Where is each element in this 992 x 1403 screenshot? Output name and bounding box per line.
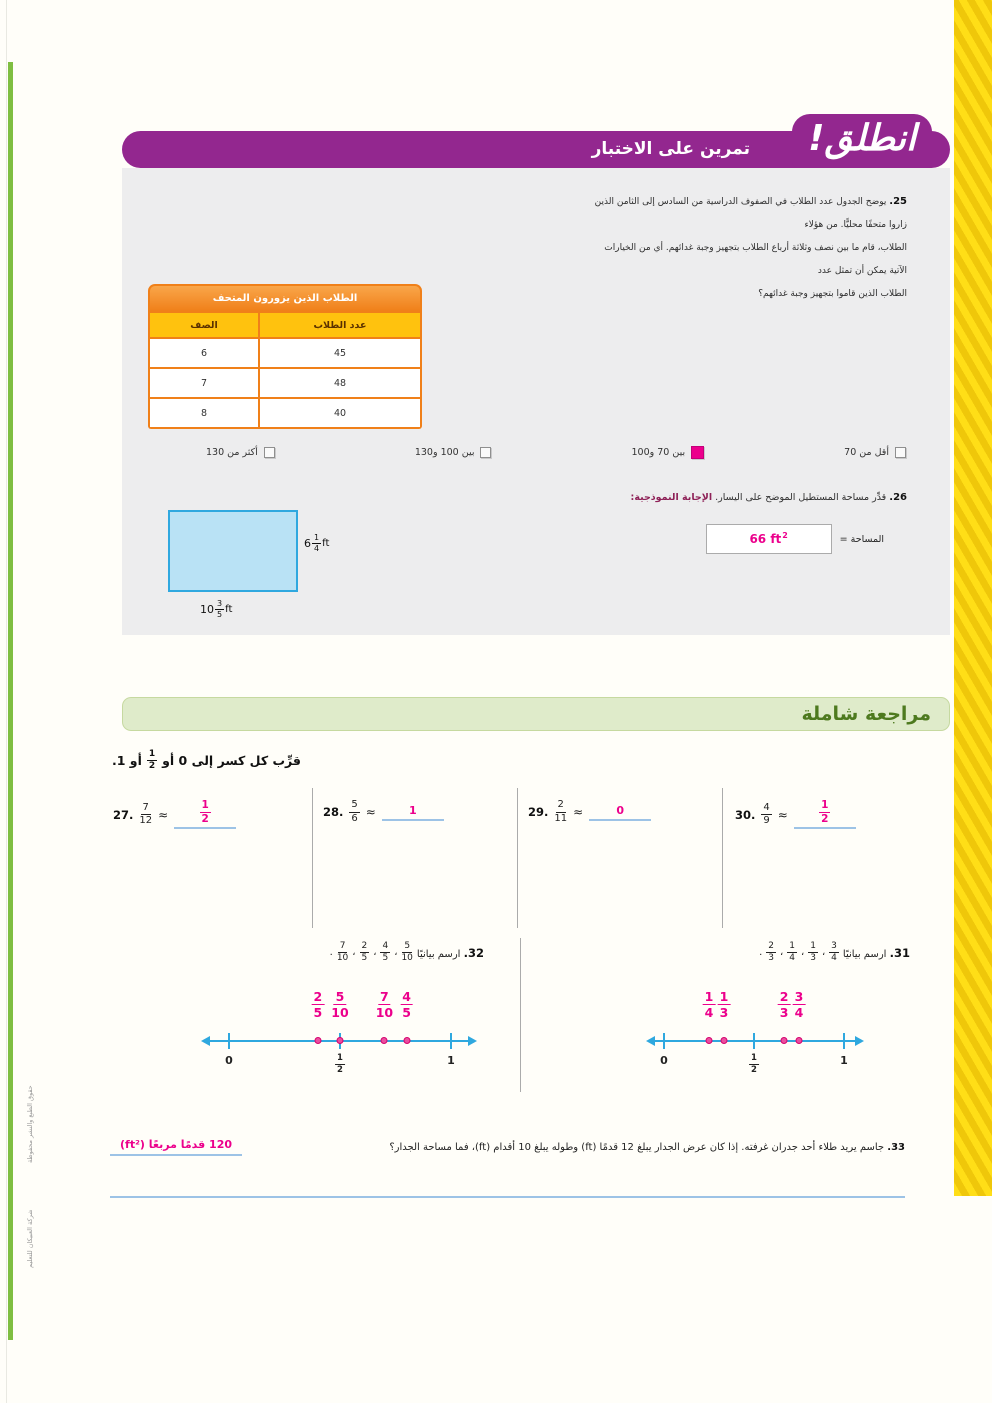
page-edge-line — [6, 0, 7, 1403]
fraction-numerator: 1 — [751, 1053, 757, 1063]
tick-mark — [450, 1033, 452, 1049]
problem-33 — [110, 1138, 905, 1156]
question-text: يوضح الجدول عدد الطلاب في الصفوف الدراسية من السادس إلى الثامن الذين زاروا متحفًا محليًّا. من هؤلاء — [594, 197, 907, 230]
separator: . — [759, 947, 763, 959]
rectangle-figure — [168, 510, 298, 592]
plotted-point — [706, 1037, 713, 1044]
tick-label: 1 — [840, 1054, 848, 1067]
number-line-31 — [648, 986, 862, 1081]
fraction-numerator: 1 — [787, 942, 797, 953]
plotted-point — [781, 1037, 788, 1044]
fraction-denominator: 10 — [331, 1005, 349, 1021]
fraction-numerator: 5 — [349, 800, 359, 813]
fraction-denominator: 5 — [217, 610, 223, 619]
banner-title: تمرين على الاختبار — [591, 139, 750, 159]
fraction-denominator: 3 — [719, 1005, 729, 1021]
fraction-numerator: 7 — [338, 942, 348, 953]
checkbox-icon[interactable] — [895, 447, 906, 458]
choice-label: أكثر من 130 — [206, 447, 258, 458]
arrow-right-icon — [468, 1036, 477, 1046]
grade-cell: 8 — [150, 399, 258, 427]
problem-number: 30. — [735, 807, 756, 822]
tick-label: 0 — [225, 1054, 233, 1067]
problem-number: 27. — [113, 807, 134, 822]
fraction-denominator: 2 — [337, 1064, 343, 1075]
fraction-numerator: 7 — [141, 803, 151, 816]
graph-instruction: ارسم بيانيًا — [842, 948, 887, 960]
question-text: قدِّر مساحة المستطيل الموضح على اليسار. — [715, 492, 887, 503]
answer-blank[interactable] — [382, 804, 444, 821]
fraction-numerator: 7 — [380, 989, 389, 1004]
fraction-denominator: 2 — [751, 1064, 757, 1075]
fraction-denominator: 11 — [554, 812, 568, 824]
left-green-strip — [8, 62, 13, 1340]
problem-number: 31. — [889, 945, 910, 960]
fraction-denominator: 3 — [810, 953, 816, 964]
fraction-denominator: 6 — [351, 812, 358, 824]
fraction-numerator: 1 — [147, 750, 157, 761]
answer-denominator: 2 — [201, 813, 209, 826]
point-label — [331, 990, 348, 1019]
fraction-denominator: 10 — [336, 953, 349, 964]
separator: ، — [800, 947, 805, 959]
fraction-numerator: 1 — [337, 1053, 343, 1063]
answer-value: 1 — [408, 803, 417, 817]
review-instruction — [112, 750, 301, 772]
fraction-denominator: 4 — [704, 1005, 714, 1021]
question-text: جاسم يريد طلاء أحد جدران غرفته. إذا كان عرض الجدار يبلغ 12 قدمًا (ft) وطوله يبلغ 10 أقدام (ft)، فما مساحة الجدار؟ — [389, 1142, 885, 1153]
spine-text: حقوق الطبع والنشر محفوظة — [26, 1085, 34, 1163]
problem-31-header — [538, 942, 910, 964]
point-label — [311, 990, 324, 1019]
separator: ، — [373, 947, 377, 959]
fraction-numerator: 5 — [335, 989, 345, 1004]
mixed-whole: 6 — [304, 537, 311, 550]
problem-number: 32. — [463, 945, 484, 960]
divider — [520, 938, 521, 1092]
problem-text — [843, 946, 910, 960]
museum-visitors-table — [148, 284, 422, 429]
problem-32-header — [112, 942, 484, 964]
tick-mark — [228, 1033, 230, 1049]
fraction-denominator: 4 — [831, 953, 837, 964]
arrow-left-icon — [201, 1036, 210, 1046]
checkbox-icon[interactable] — [264, 447, 275, 458]
problem-number: 33. — [887, 1142, 905, 1153]
fraction-numerator: 5 — [402, 942, 412, 953]
launch-logo: انطلق! — [792, 114, 932, 168]
fraction-denominator: 4 — [789, 953, 795, 964]
fraction-numerator: 2 — [779, 989, 789, 1004]
approx-symbol: ≈ — [573, 805, 584, 819]
review-title: مراجعة شاملة — [801, 703, 931, 725]
question-line — [585, 190, 907, 237]
choice-label: بين 70 و100 — [631, 447, 686, 458]
rectangle-width-label — [200, 598, 232, 619]
tick-label: 0 — [660, 1054, 668, 1067]
divider — [517, 788, 518, 928]
choice-more-than-130 — [206, 447, 275, 458]
number-line-32 — [203, 986, 475, 1081]
area-answer-exponent: 2 — [782, 530, 788, 540]
area-answer-box[interactable] — [706, 524, 832, 554]
choice-label: أقل من 70 — [844, 447, 889, 458]
answer-blank[interactable] — [794, 800, 856, 829]
instruction-prefix: قرِّب كل كسر إلى 0 أو — [162, 753, 301, 769]
plotted-point — [337, 1037, 344, 1044]
question-25 — [585, 190, 907, 306]
fraction-denominator: 5 — [382, 953, 389, 964]
problem-30 — [735, 800, 856, 829]
fraction-numerator: 2 — [766, 942, 776, 953]
choice-less-than-70 — [844, 447, 906, 458]
table-row — [150, 339, 420, 367]
students-cell: 45 — [260, 339, 420, 367]
review-banner — [122, 697, 950, 731]
problem-28 — [323, 800, 444, 824]
choice-between-100-130 — [415, 447, 492, 458]
fraction-numerator: 1 — [719, 989, 729, 1004]
fraction-numerator: 1 — [704, 989, 714, 1004]
arrow-left-icon — [646, 1036, 655, 1046]
tick-mark — [753, 1033, 755, 1049]
tick-label — [335, 1054, 345, 1075]
point-label — [778, 990, 791, 1019]
unit-label: ft — [322, 538, 330, 549]
fraction-numerator: 2 — [360, 942, 370, 953]
rectangle-height-label — [304, 532, 329, 553]
problem-text — [417, 946, 484, 960]
arrow-right-icon — [855, 1036, 864, 1046]
column-header-students: عدد الطلاب — [260, 313, 420, 337]
fraction-numerator: 4 — [761, 803, 771, 816]
answer-blank[interactable] — [589, 804, 651, 821]
approx-symbol: ≈ — [365, 805, 376, 819]
fraction-numerator: 1 — [312, 534, 321, 544]
plotted-point — [720, 1037, 727, 1044]
students-cell: 40 — [260, 399, 420, 427]
divider — [722, 788, 723, 928]
approx-symbol: ≈ — [777, 807, 788, 822]
fraction-denominator: 4 — [314, 544, 320, 553]
grade-cell: 6 — [150, 339, 258, 367]
point-label — [793, 990, 806, 1019]
answer-denominator: 2 — [821, 813, 829, 826]
fraction-denominator: 4 — [794, 1005, 804, 1021]
separator: ، — [780, 947, 784, 959]
fraction-denominator: 5 — [402, 1005, 411, 1021]
fraction-denominator: 12 — [139, 815, 153, 827]
separator: ، — [821, 947, 826, 959]
tick-label: 1 — [447, 1054, 455, 1067]
spine-text: شركة العبيكان للتعليم — [26, 1209, 34, 1268]
answer-value: 0 — [616, 803, 624, 817]
mixed-whole: 10 — [200, 603, 214, 616]
grade-cell: 7 — [150, 369, 258, 397]
fraction-numerator: 4 — [380, 942, 390, 953]
divider — [312, 788, 313, 928]
tick-mark — [843, 1033, 845, 1049]
separator: . — [329, 947, 333, 959]
question-number: 26. — [889, 492, 907, 503]
separator: ، — [394, 947, 398, 959]
question-26 — [631, 492, 907, 503]
plotted-point — [796, 1037, 803, 1044]
column-header-grade: الصف — [150, 313, 258, 337]
problem-text — [389, 1140, 905, 1156]
problem-number: 28. — [323, 805, 344, 819]
area-label: المساحة = — [839, 533, 884, 545]
separator: ، — [352, 947, 356, 959]
checkbox-icon[interactable] — [480, 447, 491, 458]
fraction-denominator: 10 — [375, 1005, 394, 1021]
table-row — [150, 399, 420, 427]
point-label — [376, 990, 393, 1019]
fraction-numerator: 1 — [808, 942, 818, 953]
students-cell: 48 — [260, 369, 420, 397]
fraction-numerator: 3 — [829, 942, 839, 953]
right-yellow-strip — [954, 0, 992, 1196]
answer-line[interactable] — [110, 1196, 905, 1198]
checkbox-checked-icon[interactable] — [691, 446, 704, 459]
fraction-denominator: 3 — [779, 1005, 789, 1021]
test-practice-banner — [122, 118, 950, 168]
choice-label: بين 100 و130 — [414, 447, 475, 458]
graph-instruction: ارسم بيانيًا — [416, 948, 461, 960]
fraction-numerator: 3 — [794, 989, 804, 1004]
table-header-row — [150, 313, 420, 337]
question-line: الطلاب، قام ما بين نصف وثلاثة أرباع الطلاب بتجهيز وجبة غدائهم. أي من الخيارات الآتية يمكن أن تمثل عدد — [604, 243, 907, 276]
problem-29 — [528, 800, 651, 824]
answer-blank[interactable] — [174, 800, 236, 829]
choice-between-70-100 — [632, 446, 705, 459]
test-practice-section — [122, 168, 950, 635]
instruction-suffix: أو 1. — [112, 753, 142, 769]
tick-label — [749, 1054, 759, 1075]
fraction-denominator: 3 — [768, 953, 774, 964]
answer-blank[interactable]: 120 قدمًا مربعًا (ft²) — [110, 1138, 242, 1156]
table-title: الطلاب الذين يزورون المتحف — [150, 286, 420, 311]
plotted-point — [314, 1037, 321, 1044]
area-answer-value: 66 ft — [749, 532, 782, 546]
fraction-numerator: 2 — [313, 989, 323, 1004]
table-row — [150, 369, 420, 397]
fraction-numerator: 4 — [402, 989, 411, 1004]
question-number: 25. — [889, 196, 907, 207]
fraction-denominator: 10 — [401, 953, 413, 964]
approx-symbol: ≈ — [158, 807, 169, 822]
fraction-denominator: 2 — [148, 761, 156, 772]
fraction-denominator: 5 — [361, 953, 368, 964]
answer-numerator: 1 — [819, 800, 830, 813]
tick-mark — [663, 1033, 665, 1049]
point-label — [400, 990, 413, 1019]
plotted-point — [403, 1037, 410, 1044]
answer-numerator: 1 — [200, 800, 211, 813]
answer-choices — [206, 446, 906, 459]
sample-answer-label: الإجابة النموذجية: — [630, 492, 713, 503]
area-answer-row — [706, 524, 884, 554]
question-line: الطلاب الذين قاموا بتجهيز وجبة غدائهم؟ — [758, 289, 907, 299]
plotted-point — [381, 1037, 388, 1044]
unit-label: ft — [225, 604, 233, 615]
fraction-denominator: 9 — [763, 815, 770, 827]
problem-number: 29. — [528, 805, 549, 819]
fraction-numerator: 3 — [215, 600, 224, 610]
point-label — [718, 990, 731, 1019]
fraction-denominator: 5 — [313, 1005, 323, 1021]
point-label — [703, 990, 716, 1019]
fraction-numerator: 2 — [556, 800, 566, 813]
problem-27 — [113, 800, 236, 829]
